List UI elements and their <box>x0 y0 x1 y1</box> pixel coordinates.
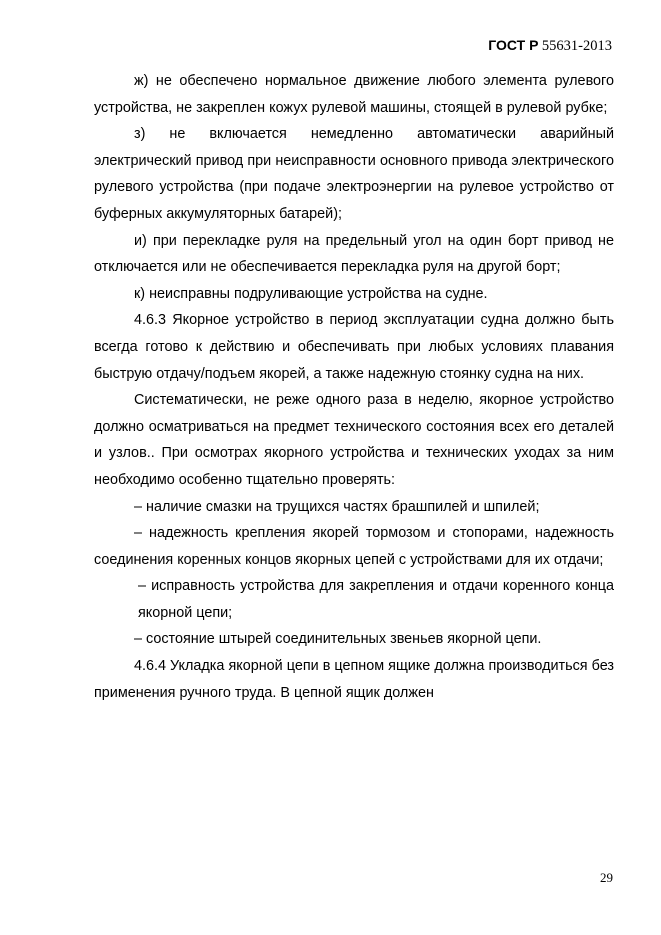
paragraph-4-6-4: 4.6.4 Укладка якорной цепи в цепном ящике должна производиться без применения ручного труда. В цепной ящик должен <box>94 658 614 701</box>
paragraph-k: к) неисправны подруливающие устройства на судне. <box>134 285 488 302</box>
list-item-securing-device: – исправность устройства для закрепления и отдачи коренного конца якорной цепи; <box>138 578 614 621</box>
page-header <box>488 37 612 55</box>
paragraph-4-6-3: 4.6.3 Якорное устройство в период эксплуатации судна должно быть всегда готово к действию и обеспечивать при любых условиях плавания быструю отдачу/подъем якорей, а также надежную стоянку судна на них. <box>94 312 614 382</box>
paragraph-zh: ж) не обеспечено нормальное движение любого элемента рулевого устройства, не закреплен кожух рулевой машины, стоящей в рулевой рубке; <box>94 73 614 116</box>
paragraph-i: и) при перекладке руля на предельный угол на один борт привод не отключается или не обеспечивается перекладка руля на другой борт; <box>94 232 614 276</box>
list-item-anchor-fastening: – надежность крепления якорей тормозом и стопорами, надежность соединения коренных концов якорных цепей с устройствами для их отдачи; <box>94 525 614 568</box>
paragraph-systematic-inspection: Систематически, не реже одного раза в неделю, якорное устройство должно осматриваться на предмет технического состояния всех его деталей и узлов.. При осмотрах якорного устройства и технических уходах за ним необходимо особенно тщательно проверять: <box>94 392 614 488</box>
body-text <box>94 68 614 706</box>
paragraph-z: з) не включается немедленно автоматически аварийный электрический привод при неисправности основного привода электрического рулевого устройства (при подаче электроэнергии на рулевое устройство от буферных аккумуляторных батарей); <box>94 126 614 222</box>
list-item-lubrication: – наличие смазки на трущихся частях брашпилей и шпилей; <box>134 498 540 515</box>
standard-prefix: ГОСТ Р <box>488 37 539 53</box>
page-number: 29 <box>600 870 613 885</box>
standard-number: 55631-2013 <box>541 38 612 54</box>
list-item-pins-condition: – состояние штырей соединительных звеньев якорной цепи. <box>134 631 542 648</box>
